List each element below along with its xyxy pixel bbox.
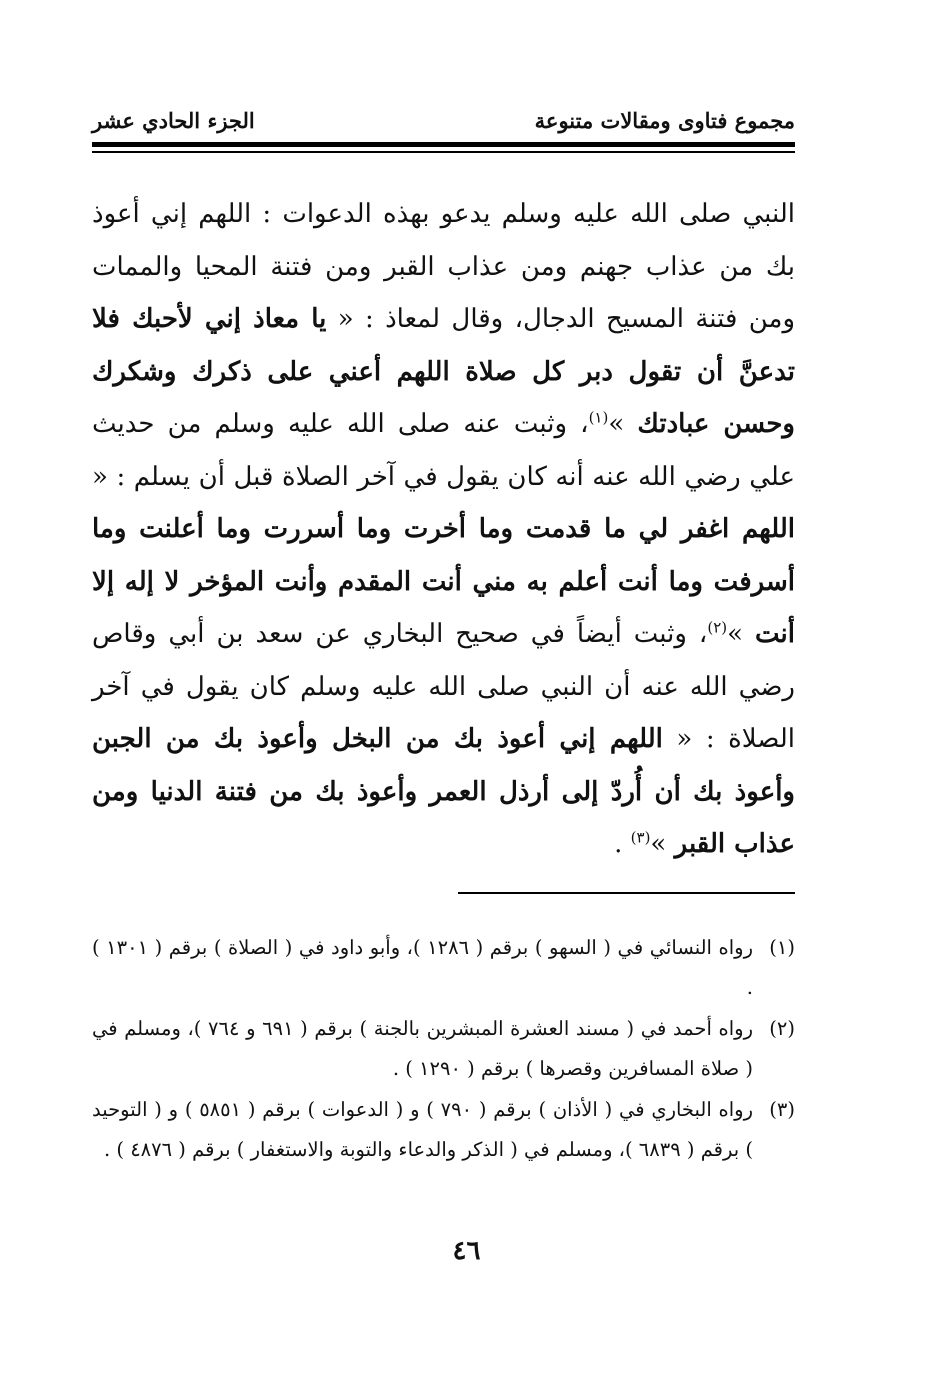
part-label: الجزء الحادي عشر	[92, 108, 255, 133]
footnote-number: (٣)	[769, 1098, 795, 1121]
book-title: مجموع فتاوى ومقالات متنوعة	[534, 108, 795, 133]
footnote-item	[92, 1090, 795, 1170]
header-rule-thick	[92, 142, 795, 147]
footnote-text: رواه البخاري في ( الأذان ) برقم ( ٧٩٠ ) و ( الدعوات ) برقم ( ٥٨٥١ ) و ( التوحيد ) برقم ( ٦٨٣٩ )، ومسلم في ( الذكر والدعاء والتوبة والاستغفار ) برقم ( ٤٨٧٦ ) .	[92, 1098, 754, 1161]
header-rule-thin	[92, 151, 795, 153]
footnote-item	[92, 928, 795, 1008]
quote-close: »	[650, 829, 675, 859]
quote-text: يا معاذ إني لأحبك فلا تدعنَّ أن تقول دبر كل صلاة اللهم أعني على ذكرك وشكرك وحسن عبادتك	[92, 304, 795, 439]
footnote-separator	[458, 892, 795, 894]
footnote-text: رواه النسائي في ( السهو ) برقم ( ١٢٨٦ )، وأبو داود في ( الصلاة ) برقم ( ١٣٠١ ) .	[92, 936, 753, 999]
text-segment: ، وثبت أيضاً في صحيح البخاري عن سعد بن أبي وقاص رضي الله عنه أن النبي صلى الله عليه وسلم كان يقول في آخر الصلاة : «	[92, 619, 795, 754]
footnote-ref[interactable]: (٢)	[707, 618, 728, 637]
footnote-number: (٢)	[769, 1017, 795, 1040]
footnote-ref[interactable]: (٣)	[630, 828, 651, 847]
main-text	[92, 188, 795, 871]
page-number: ٤٦	[452, 1236, 481, 1266]
footnotes	[92, 928, 795, 1171]
footnote-item	[92, 1009, 795, 1089]
text-segment: ، وثبت عنه صلى الله عليه وسلم من حديث علي رضي الله عنه أنه كان يقول في آخر الصلاة قبل أن يسلم : «	[92, 409, 795, 492]
running-header	[92, 108, 795, 136]
quote-close: »	[608, 409, 638, 439]
text-segment: النبي صلى الله عليه وسلم يدعو بهذه الدعوات : اللهم إني أعوذ بك من عذاب جهنم ومن عذاب القبر ومن فتنة المحيا والممات ومن فتنة المسيح الدجال، وقال لمعاذ : «	[92, 199, 795, 334]
quote-text: اللهم اغفر لي ما قدمت وما أخرت وما أسررت وما أعلنت وما أسرفت وما أنت أعلم به مني أنت المقدم وأنت المؤخر لا إله إلا أنت	[92, 514, 796, 649]
text-end: .	[614, 829, 631, 859]
footnote-text: رواه أحمد في ( مسند العشرة المبشرين بالجنة ) برقم ( ٦٩١ و ٧٦٤ )، ومسلم في ( صلاة المسافرين وقصرها ) برقم ( ١٢٩٠ ) .	[92, 1017, 753, 1080]
footnote-number: (١)	[769, 936, 795, 959]
quote-text: اللهم إني أعوذ بك من البخل وأعوذ بك من الجبن وأعوذ بك أن أُردّ إلى أرذل العمر وأعوذ بك من فتنة الدنيا ومن عذاب القبر	[92, 724, 795, 859]
footnote-ref[interactable]: (١)	[588, 408, 609, 427]
quote-close: »	[727, 619, 756, 649]
